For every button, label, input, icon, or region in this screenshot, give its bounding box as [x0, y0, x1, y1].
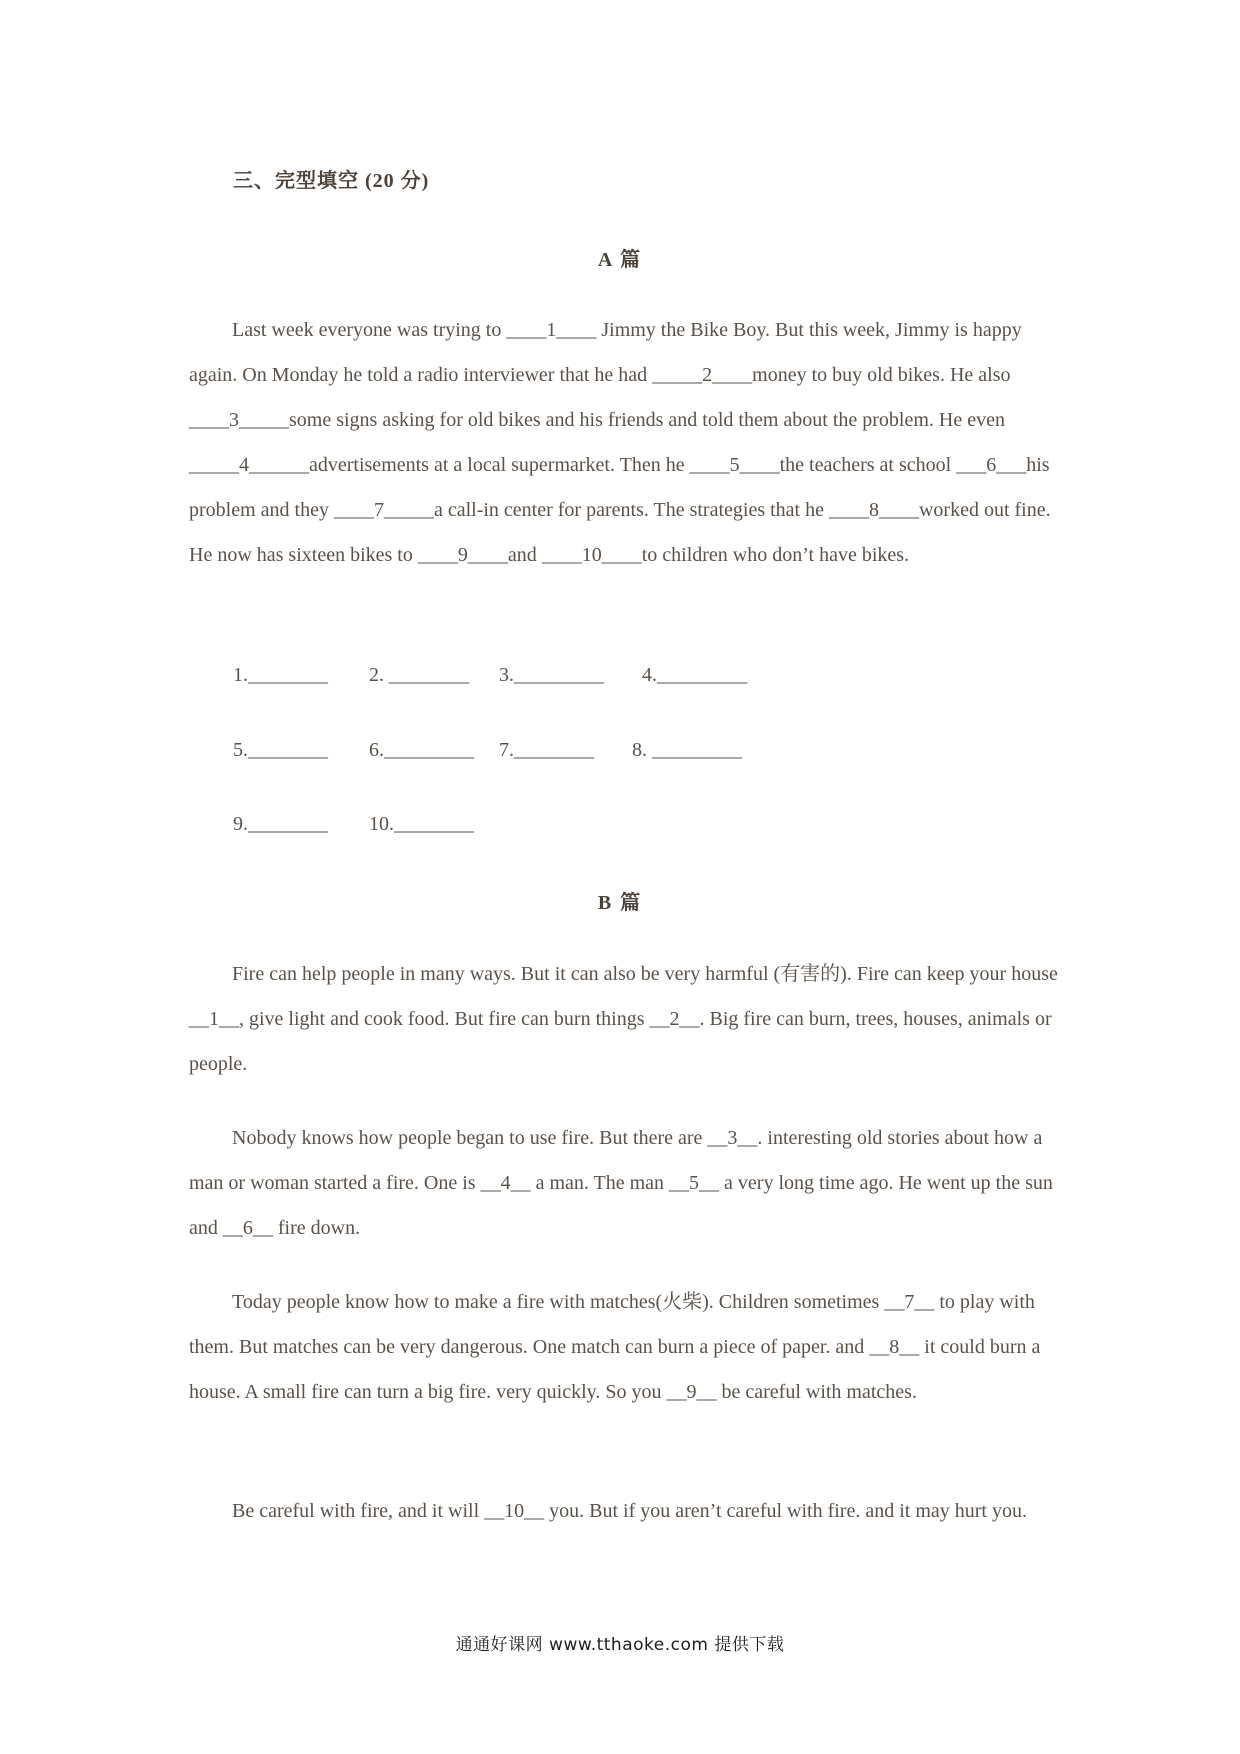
page-footer: 通通好课网 www.tthaoke.com 提供下载 [455, 1635, 785, 1655]
answer-blank-6[interactable]: 6._________ [369, 739, 474, 761]
answer-blank-5[interactable]: 5.________ [233, 739, 328, 761]
part-b-paragraph: Today people know how to make a fire with matches(火柴). Children sometimes __7__ to play with them. But matches can be very dangerous. One match can burn a piece of paper. and __8__ it could burn a house. A small fire can turn a big fire. very quickly. So you __9__ be careful with matches. [189, 1291, 1041, 1403]
part-b-title: B 篇 [597, 892, 643, 914]
part-b-paragraph: Be careful with fire, and it will __10__ you. But if you aren’t careful with fire. and it may hurt you. [232, 1500, 1027, 1522]
answer-blank-3[interactable]: 3._________ [499, 664, 604, 686]
answer-blank-1[interactable]: 1.________ [233, 664, 328, 686]
answer-blank-8[interactable]: 8. _________ [632, 739, 742, 761]
section-title: 三、完型填空 (20 分) [233, 170, 430, 192]
answer-blank-10[interactable]: 10.________ [369, 813, 474, 835]
answer-blank-4[interactable]: 4._________ [642, 664, 747, 686]
answer-blank-2[interactable]: 2. ________ [369, 664, 469, 686]
answer-blank-7[interactable]: 7.________ [499, 739, 594, 761]
part-b-paragraph: Nobody knows how people began to use fire. But there are __3__. interesting old stories about how a man or woman started a fire. One is __4__ a man. The man __5__ a very long time ago. He went up the sun and __6__ fire down. [189, 1127, 1053, 1239]
part-a-passage: Last week everyone was trying to ____1____ Jimmy the Bike Boy. But this week, Jimmy is happy again. On Monday he told a radio interviewer that he had _____2____money to buy old bikes. He also ____3_____some signs asking for old bikes and his friends and told them about the problem. He even _____4______advertisements at a local supermarket. Then he ____5____the teachers at school ___6___his problem and they ____7_____a call-in center for parents. The strategies that he ____8____worked out fine. He now has sixteen bikes to ____9____and ____10____to children who don’t have bikes. [189, 319, 1051, 566]
part-b-paragraph: Fire can help people in many ways. But it can also be very harmful (有害的). Fire can keep your house __1__, give light and cook food. But fire can burn things __2__. Big fire can burn, trees, houses, animals or people. [189, 963, 1058, 1075]
answer-blank-9[interactable]: 9.________ [233, 813, 328, 835]
part-a-title: A 篇 [597, 249, 643, 271]
